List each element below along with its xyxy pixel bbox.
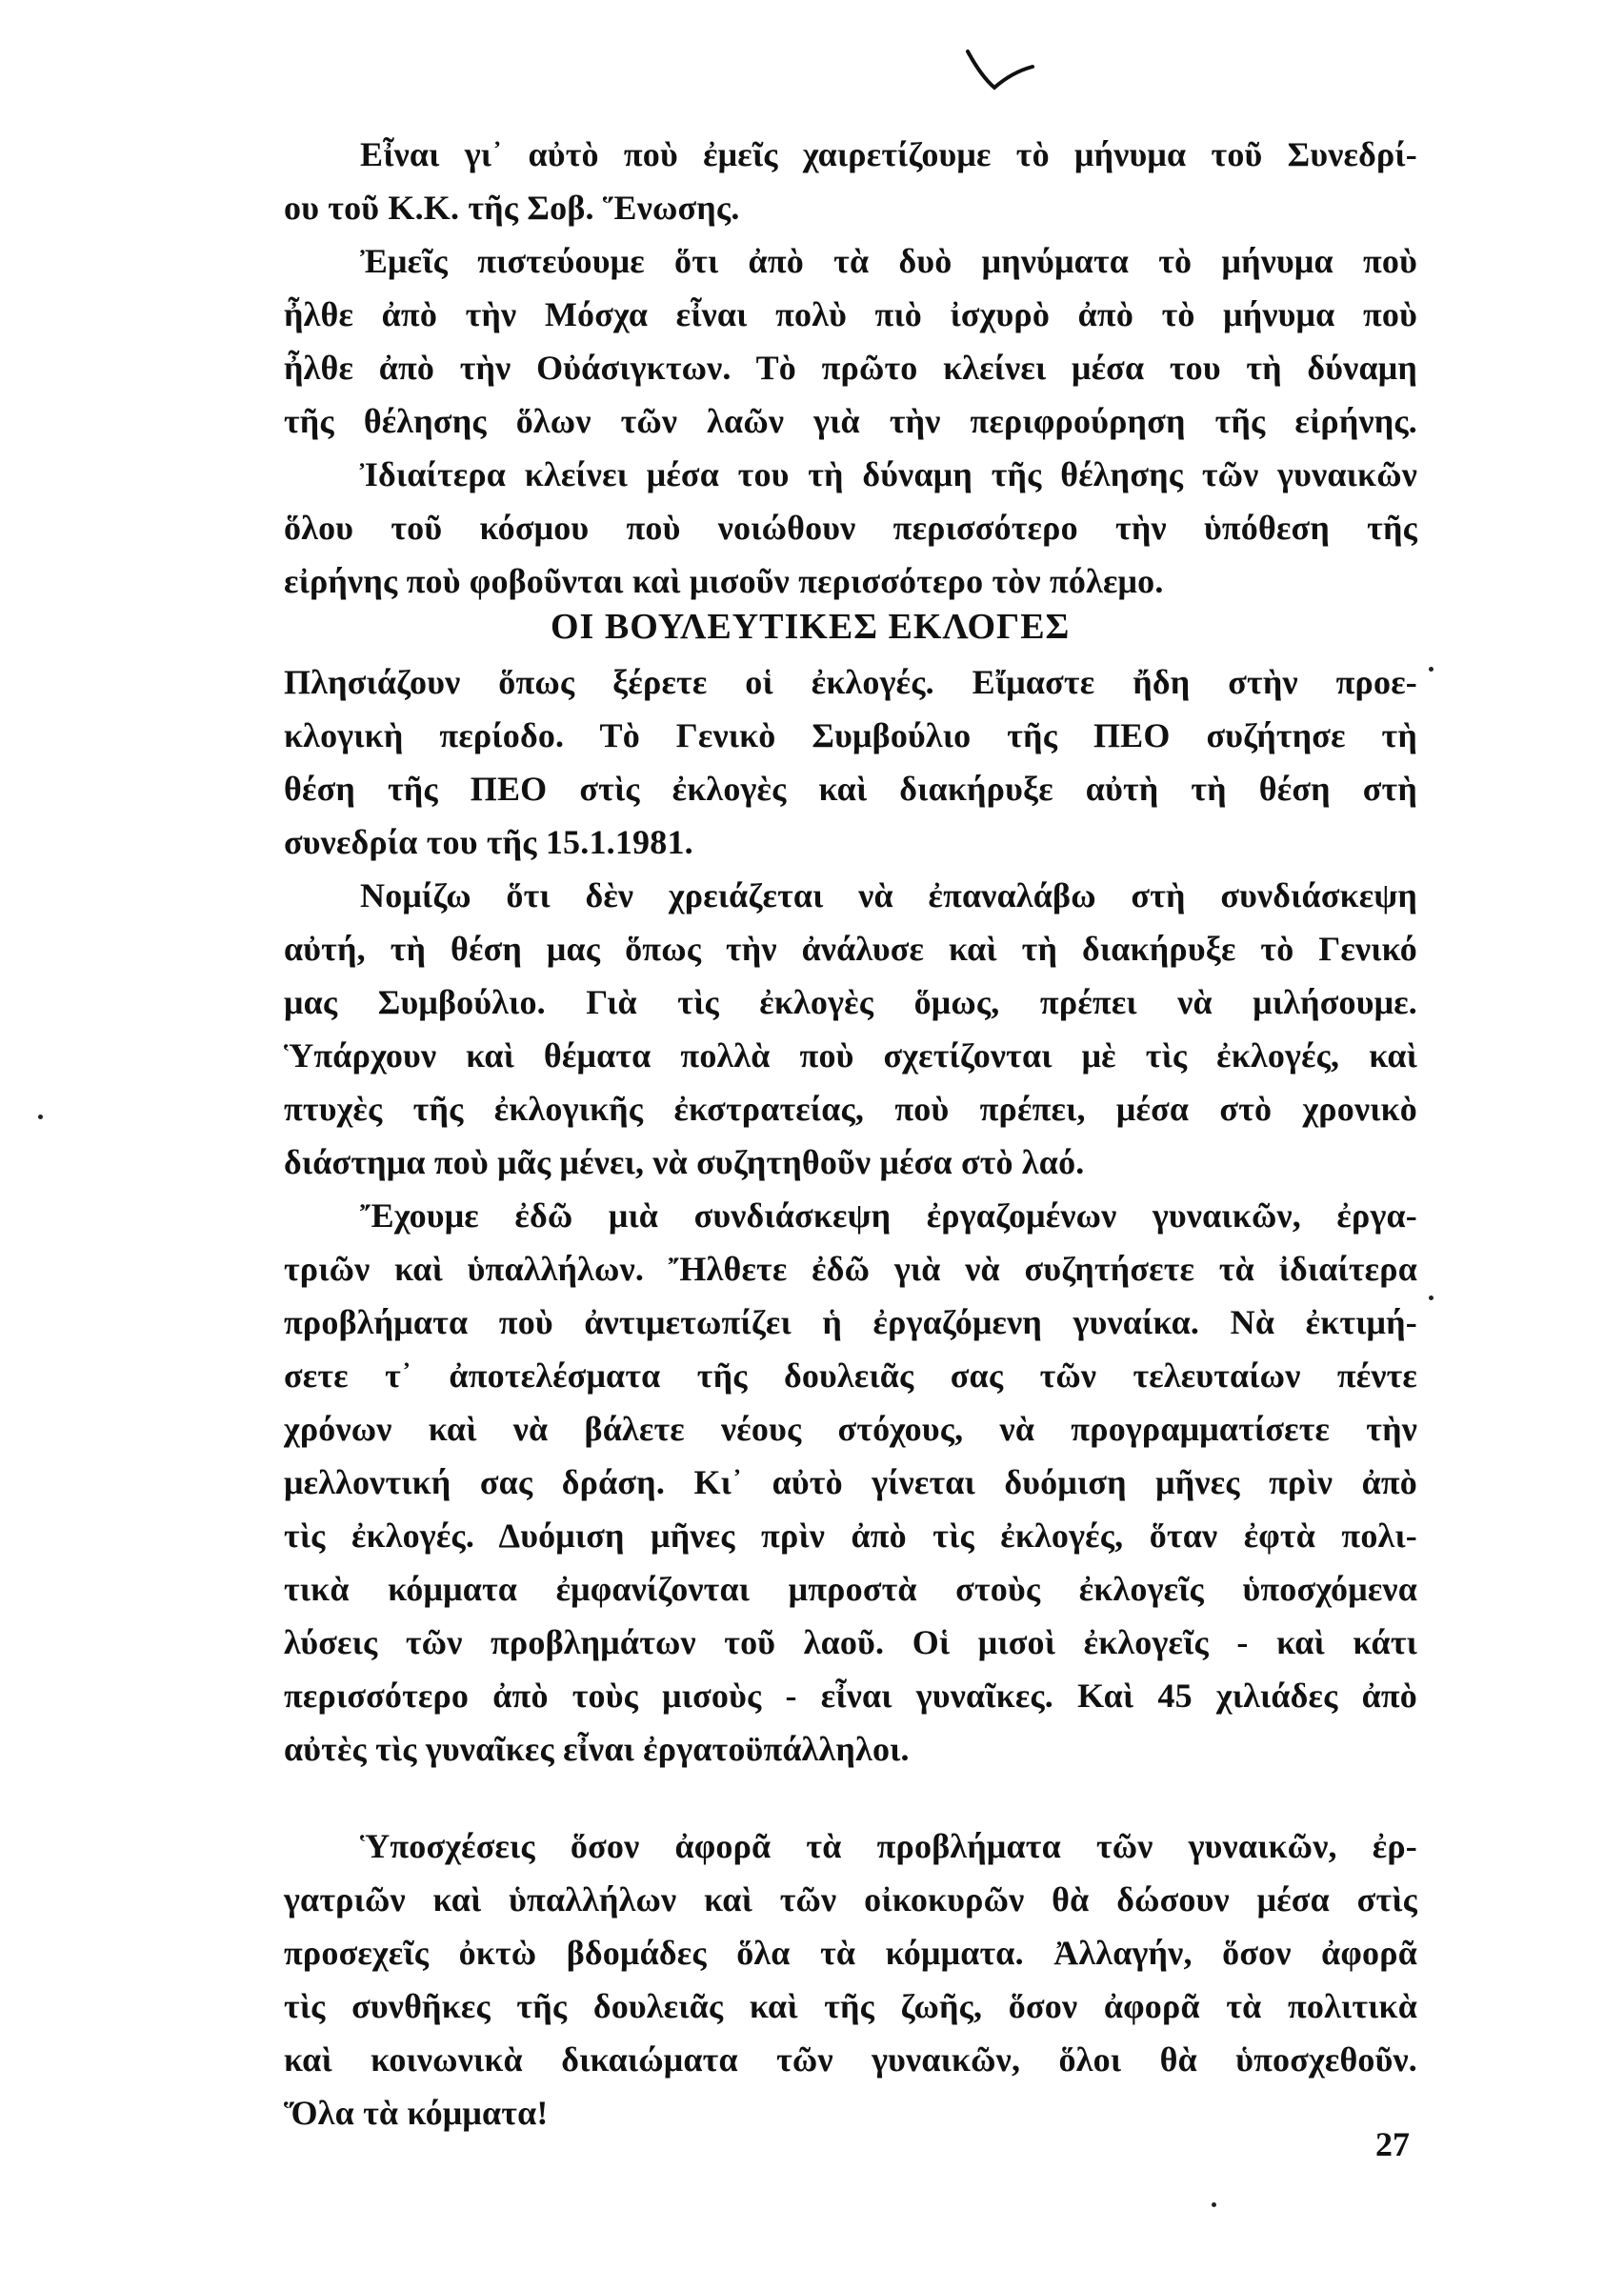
text-line: Ὑπάρχουν καὶ θέματα πολλὰ ποὺ σχετίζονται μὲ τὶς ἐκλογές, καὶ — [284, 1036, 1417, 1075]
text-line: Ἐμεῖς πιστεύουμε ὅτι ἀπὸ τὰ δυὸ μηνύματα τὸ μήνυμα ποὺ — [360, 242, 1417, 280]
text-line: καὶ κοινωνικὰ δικαιώματα τῶν γυναικῶν, ὅλοι θὰ ὑποσχεθοῦν. — [284, 2040, 1417, 2079]
text-line: αὐτή, τὴ θέση μας ὅπως τὴν ἀνάλυσε καὶ τὴ διακήρυξε τὸ Γενικό — [284, 930, 1417, 968]
page-number: 27 — [1375, 2125, 1410, 2163]
text-line: Ἔχουμε ἐδῶ μιὰ συνδιάσκεψη ἐργαζομένων γυναικῶν, ἐργα- — [360, 1196, 1417, 1235]
text-line: τριῶν καὶ ὑπαλλήλων. Ἤλθετε ἐδῶ γιὰ νὰ συζητήσετε τὰ ἰδιαίτερα — [284, 1250, 1417, 1288]
text-line: Εἶναι γι᾽ αὐτὸ ποὺ ἐμεῖς χαιρετίζουμε τὸ μήνυμα τοῦ Συνεδρί- — [360, 135, 1417, 173]
text-line: ἦλθε ἀπὸ τὴν Μόσχα εἶναι πολὺ πιὸ ἰσχυρὸ ἀπὸ τὸ μήνυμα ποὺ — [284, 295, 1417, 333]
text-line: μελλοντική σας δράση. Κι᾽ αὐτὸ γίνεται δυόμιση μῆνες πρὶν ἀπὸ — [284, 1463, 1417, 1501]
scan-speck — [1429, 667, 1434, 672]
section-heading: ΟΙ ΒΟΥΛΕΥΤΙΚΕΣ ΕΚΛΟΓΕΣ — [551, 607, 1071, 647]
text-line: χρόνων καὶ νὰ βάλετε νέους στόχους, νὰ προγραμματίσετε τὴν — [284, 1410, 1417, 1448]
text-line: σετε τ᾽ ἀποτελέσματα τῆς δουλειᾶς σας τῶν τελευταίων πέντε — [284, 1356, 1417, 1395]
text-line: τὶς ἐκλογές. Δυόμιση μῆνες πρὶν ἀπὸ τὶς ἐκλογές, ὅταν ἐφτὰ πολι- — [284, 1517, 1417, 1555]
text-line: Ὑποσχέσεις ὅσον ἀφορᾶ τὰ προβλήματα τῶν γυναικῶν, ἐρ- — [360, 1827, 1417, 1865]
text-line: εἰρήνης ποὺ φοβοῦνται καὶ μισοῦν περισσότερο τὸν πόλεμο. — [284, 562, 1164, 600]
text-line: γατριῶν καὶ ὑπαλλήλων καὶ τῶν οἰκοκυρῶν θὰ δώσουν μέσα στὶς — [284, 1880, 1417, 1918]
text-line: ὅλου τοῦ κόσμου ποὺ νοιώθουν περισσότερο τὴν ὑπόθεση τῆς — [284, 509, 1417, 547]
text-line: τῆς θέλησης ὅλων τῶν λαῶν γιὰ τὴν περιφρούρηση τῆς εἰρήνης. — [284, 402, 1417, 440]
text-line: ου τοῦ Κ.Κ. τῆς Σοβ. Ἕνωσης. — [284, 189, 740, 227]
text-line: πτυχὲς τῆς ἐκλογικῆς ἐκστρατείας, ποὺ πρέπει, μέσα στὸ χρονικὸ — [284, 1090, 1417, 1128]
text-line: προσεχεῖς ὀκτὼ βδομάδες ὅλα τὰ κόμματα. Ἀλλαγήν, ὅσον ἀφορᾶ — [284, 1934, 1417, 1972]
text-line: διάστημα ποὺ μᾶς μένει, νὰ συζητηθοῦν μέσα στὸ λαό. — [284, 1143, 1085, 1181]
text-line: Νομίζω ὅτι δὲν χρειάζεται νὰ ἐπαναλάβω στὴ συνδιάσκεψη — [360, 876, 1417, 914]
text-line: ἦλθε ἀπὸ τὴν Οὐάσιγκτων. Τὸ πρῶτο κλείνει μέσα του τὴ δύναμη — [284, 349, 1417, 387]
text-line: αὐτὲς τὶς γυναῖκες εἶναι ἐργατοϋπάλληλοι. — [284, 1730, 910, 1768]
scan-speck — [1212, 2202, 1216, 2207]
scan-speck — [38, 1115, 43, 1119]
text-line: θέση τῆς ΠΕΟ στὶς ἐκλογὲς καὶ διακήρυξε αὐτὴ τὴ θέση στὴ — [284, 770, 1417, 808]
handwritten-check-mark — [962, 38, 1038, 95]
text-line: Ἰδιαίτερα κλείνει μέσα του τὴ δύναμη τῆς θέλησης τῶν γυναικῶν — [360, 455, 1417, 493]
text-line: κλογικὴ περίοδο. Τὸ Γενικὸ Συμβούλιο τῆς ΠΕΟ συζήτησε τὴ — [284, 716, 1417, 754]
text-line: Ὅλα τὰ κόμματα! — [284, 2094, 549, 2132]
text-line: λύσεις τῶν προβλημάτων τοῦ λαοῦ. Οἱ μισοὶ ἐκλογεῖς - καὶ κάτι — [284, 1623, 1417, 1661]
text-line: Πλησιάζουν ὅπως ξέρετε οἱ ἐκλογές. Εἴμαστε ἤδη στὴν προε- — [284, 663, 1417, 701]
text-line: τικὰ κόμματα ἐμφανίζονται μπροστὰ στοὺς ἐκλογεῖς ὑποσχόμενα — [284, 1570, 1417, 1608]
scan-speck — [1429, 1296, 1434, 1300]
text-line: προβλήματα ποὺ ἀντιμετωπίζει ἡ ἐργαζόμενη γυναίκα. Νὰ ἐκτιμή- — [284, 1303, 1417, 1341]
text-line: περισσότερο ἀπὸ τοὺς μισοὺς - εἶναι γυναῖκες. Καὶ 45 χιλιάδες ἀπὸ — [284, 1677, 1417, 1715]
text-line: τὶς συνθῆκες τῆς δουλειᾶς καὶ τῆς ζωῆς, ὅσον ἀφορᾶ τὰ πολιτικὰ — [284, 1987, 1417, 2025]
text-line: συνεδρία του τῆς 15.1.1981. — [284, 823, 693, 861]
text-line: μας Συμβούλιο. Γιὰ τὶς ἐκλογὲς ὅμως, πρέπει νὰ μιλήσουμε. — [284, 983, 1417, 1021]
